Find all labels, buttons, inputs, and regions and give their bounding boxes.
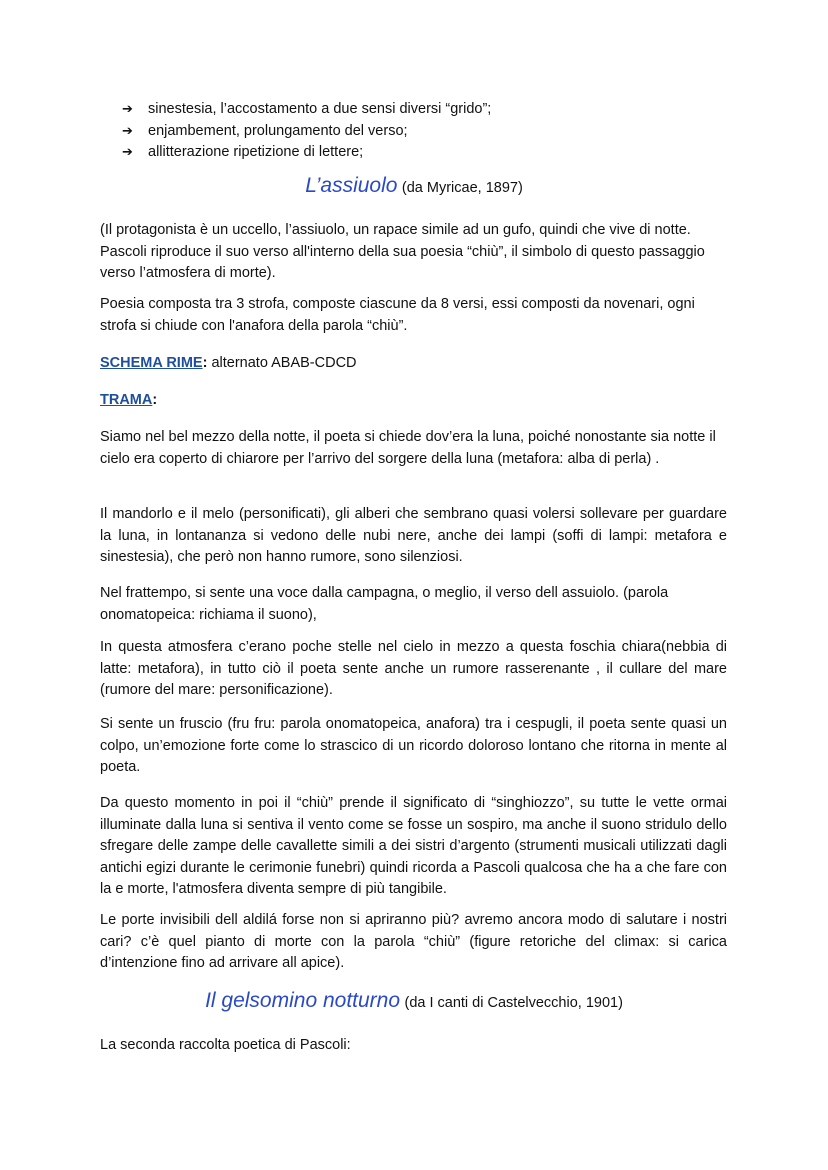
intro-paragraph: (Il protagonista è un uccello, l’assiuolo, un rapace simile ad un gufo, quindi che vive di notte. Pascoli riproduce il suo verso all'interno della sua poesia “chiù”, il simbolo di questo passaggio verso l’atmosfera di morte). <box>100 222 705 281</box>
title-subtitle: (da Myricae, 1897) <box>401 180 523 196</box>
title-subtitle: (da I canti di Castelvecchio, 1901) <box>404 995 623 1011</box>
plot-paragraph: Le porte invisibili dell aldilá forse non si apriranno più? avremo ancora modo di salutare i nostri cari? c’è quel pianto di morte con la parola “chiù” (figure retoriche del climax: si carica d’intenzione fino ad arrivare all apice). <box>100 912 727 971</box>
title-text: Il gelsomino notturno <box>205 989 401 1012</box>
plot-paragraph: Da questo momento in poi il “chiù” prende il significato di “singhiozzo”, su tutte le vette ormai illuminate dalla luna si sentiva il vento come se fosse un sospiro, ma anche il suono stridulo dello sfregare delle zampe delle cavallette simili a dei sistri d’argento (strumenti musicali utilizzati dagli antichi egizi durante le cerimonie funebri) quindi ricorda a Pascoli qualcosa che ha a che fare con la e morte, l'atmosfera diventa sempre di più tangibile. <box>100 795 727 897</box>
section-title-assiuolo <box>0 174 828 198</box>
plot-paragraph: Si sente un fruscio (fru fru: parola onomatopeica, anafora) tra i cespugli, il poeta sente quasi un colpo, un’emozione forte come lo strascico di un ricordo doloroso lontano che ritorna in mente al poeta. <box>100 716 727 775</box>
section-title-gelsomino <box>0 989 828 1013</box>
arrow-right-icon: ➔ <box>122 123 133 139</box>
plot-heading: TRAMA: <box>100 392 158 408</box>
plot-link[interactable]: TRAMA <box>100 392 153 408</box>
arrow-right-icon: ➔ <box>122 145 133 160</box>
arrow-right-icon: ➔ <box>122 102 133 117</box>
rhyme-scheme-line: SCHEMA RIME: alternato ABAB-CDCD <box>100 355 357 371</box>
rhyme-scheme-link[interactable]: SCHEMA RIME <box>100 355 203 371</box>
list-item: ➔ enjambement, prolungamento del verso; <box>122 121 491 143</box>
list-item: ➔ allitterazione ripetizione di lettere; <box>122 142 491 164</box>
title-text: L’assiuolo <box>305 174 398 197</box>
rhyme-scheme-value: alternato ABAB-CDCD <box>207 355 357 371</box>
section2-intro: La seconda raccolta poetica di Pascoli: <box>100 1037 351 1053</box>
plot-paragraph: In questa atmosfera c’erano poche stelle nel cielo in mezzo a questa foschia chiara(nebbia di latte: metafora), in tutto ciò il poeta sente anche un rumore rasserenante , il cullare del mare (rumore del mare: personificazione). <box>100 639 727 698</box>
plot-paragraph: Il mandorlo e il melo (personificati), gli alberi che sembrano quasi volersi sollevare per guardare la luna, in lontananza si vedono delle nubi nere, anche dei lampi (soffi di lampi: metafora e sinestesia), che però non hanno rumore, sono silenziosi. <box>100 506 727 565</box>
structure-paragraph: Poesia composta tra 3 strofa, composte ciascune da 8 versi, essi composti da novenari, ogni strofa si chiude con l'anafora della parola “chiù”. <box>100 296 695 334</box>
list-item: ➔ sinestesia, l’accostamento a due sensi diversi “grido”; <box>122 99 491 121</box>
plot-paragraph: Nel frattempo, si sente una voce dalla campagna, o meglio, il verso dell assuiolo. (parola onomatopeica: richiama il suono), <box>100 585 669 623</box>
bullet-list <box>122 99 491 164</box>
plot-paragraph: Siamo nel bel mezzo della notte, il poeta si chiede dov’era la luna, poiché nonostante sia notte il cielo era coperto di chiarore per l’arrivo del sorgere della luna (metafora: alba di perla) . <box>100 429 716 467</box>
